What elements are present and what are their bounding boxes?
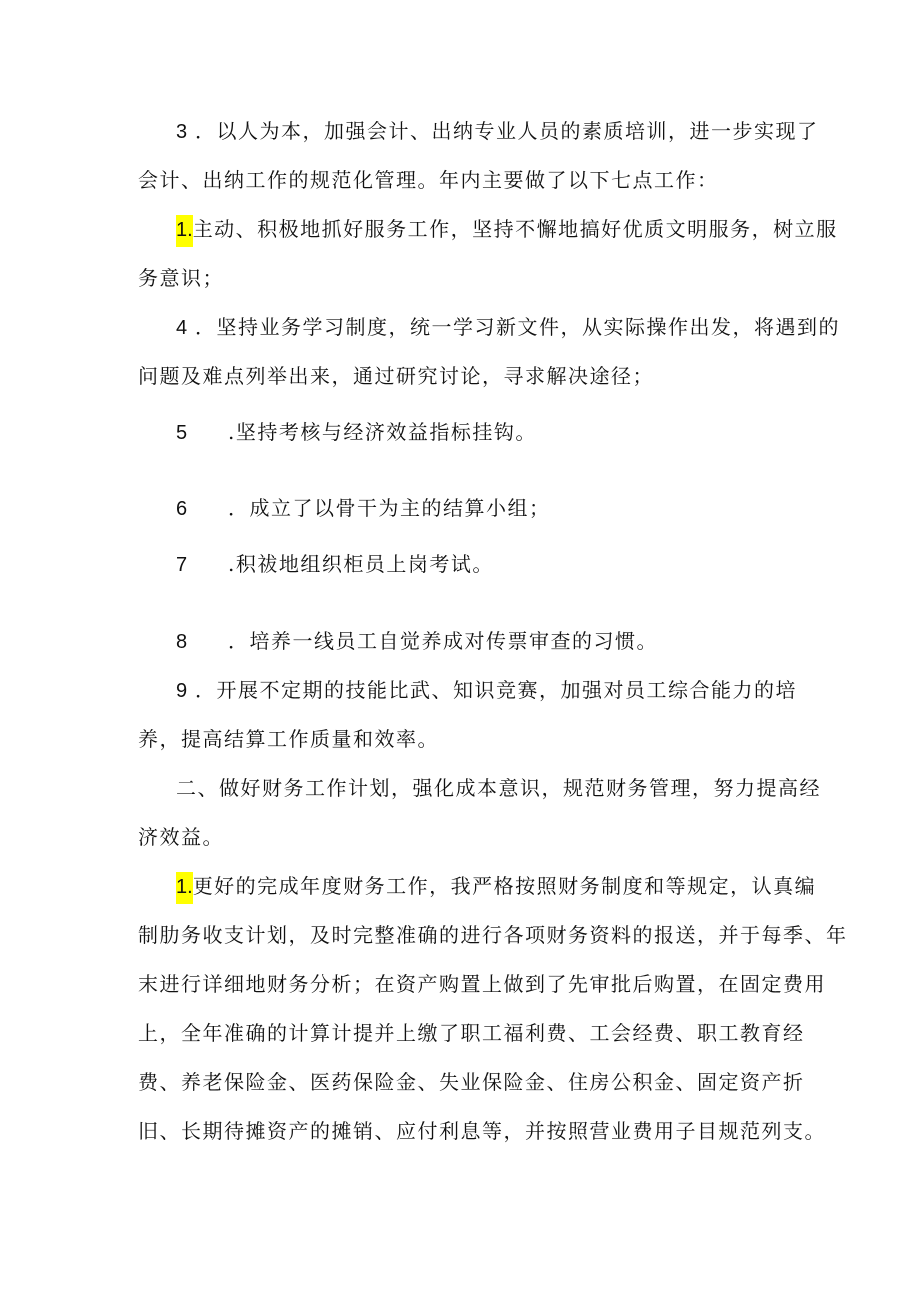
section-heading-2-line-2 bbox=[138, 823, 224, 851]
highlighted-item-number: 1. bbox=[176, 872, 193, 904]
paragraph-5 bbox=[176, 418, 537, 447]
paragraph-text: 更好的完成年度财务工作，我严格按照财务制度和等规定，认真编 bbox=[192, 874, 817, 898]
section-heading-text: 二、做好财务工作计划，强化成本意识，规范财务管理，努力提高经 bbox=[176, 776, 821, 800]
paragraph-1a-line-2 bbox=[138, 264, 224, 292]
paragraph-text: 旧、长期待摊资产的摊销、应付利息等，并按照营业费用子目规范列支。 bbox=[138, 1119, 826, 1143]
paragraph-text: 会计、出纳工作的规范化管理。年内主要做了以下七点工作： bbox=[138, 168, 719, 192]
item-number: 3 bbox=[176, 121, 188, 143]
paragraph-8 bbox=[176, 627, 658, 656]
paragraph-text: .坚持考核与经济效益指标挂钩。 bbox=[228, 420, 537, 444]
paragraph-text: .积祓地组织柜员上岗考试。 bbox=[228, 552, 494, 576]
item-number: 7 bbox=[176, 554, 188, 576]
paragraph-text: ．坚持业务学习制度，统一学习新文件，从实际操作出发，将遇到的 bbox=[194, 315, 840, 339]
paragraph-4-line-1 bbox=[176, 313, 840, 342]
paragraph-text: 末进行详细地财务分析；在资产购置上做到了先审批后购置，在固定费用 bbox=[138, 972, 826, 996]
paragraph-1b-line-1 bbox=[176, 872, 816, 901]
paragraph-3-line-1 bbox=[176, 117, 818, 146]
paragraph-6 bbox=[176, 494, 551, 523]
paragraph-4-line-2 bbox=[138, 362, 654, 390]
paragraph-text: 务意识； bbox=[138, 266, 224, 290]
paragraph-text: 制肋务收支计划，及时完整准确的进行各项财务资料的报送，并于每季、年 bbox=[138, 923, 848, 947]
highlighted-item-number: 1. bbox=[176, 215, 193, 247]
paragraph-7 bbox=[176, 550, 494, 579]
paragraph-text: 主动、积极地抓好服务工作，坚持不懈地搞好优质文明服务，树立服 bbox=[192, 217, 838, 241]
item-number: 5 bbox=[176, 422, 188, 444]
paragraph-1a-line-1 bbox=[176, 215, 838, 244]
section-heading-2-line-1 bbox=[176, 774, 821, 802]
paragraph-1b-line-6 bbox=[138, 1117, 826, 1145]
paragraph-1b-line-3 bbox=[138, 970, 826, 998]
item-number: 6 bbox=[176, 498, 188, 520]
paragraph-text: 问题及难点列举出来，通过研究讨论，寻求解决途径； bbox=[138, 364, 654, 388]
paragraph-9-line-2 bbox=[138, 725, 439, 753]
item-number: 9 bbox=[176, 680, 188, 702]
paragraph-9-line-1 bbox=[176, 676, 797, 705]
paragraph-text: 费、养老保险金、医药保险金、失业保险金、住房公积金、固定资产折 bbox=[138, 1070, 805, 1094]
paragraph-text: 上，全年准确的计算计提并上缴了职工福利费、工会经费、职工教育经 bbox=[138, 1021, 805, 1045]
item-number: 8 bbox=[176, 631, 188, 653]
paragraph-1b-line-4 bbox=[138, 1019, 805, 1047]
paragraph-text: ．开展不定期的技能比武、知识竞赛，加强对员工综合能力的培 bbox=[194, 678, 797, 702]
paragraph-1b-line-2 bbox=[138, 921, 848, 949]
paragraph-text: ．培养一线员工自觉养成对传票审查的习惯。 bbox=[228, 629, 658, 653]
paragraph-text: ．以人为本，加强会计、出纳专业人员的素质培训，进一步实现了 bbox=[194, 119, 819, 143]
paragraph-1b-line-5 bbox=[138, 1068, 805, 1096]
paragraph-3-line-2 bbox=[138, 166, 719, 194]
section-heading-text: 济效益。 bbox=[138, 825, 224, 849]
item-number: 4 bbox=[176, 317, 188, 339]
paragraph-text: 养，提高结算工作质量和效率。 bbox=[138, 727, 439, 751]
paragraph-text: ．成立了以骨干为主的结算小组； bbox=[228, 496, 551, 520]
